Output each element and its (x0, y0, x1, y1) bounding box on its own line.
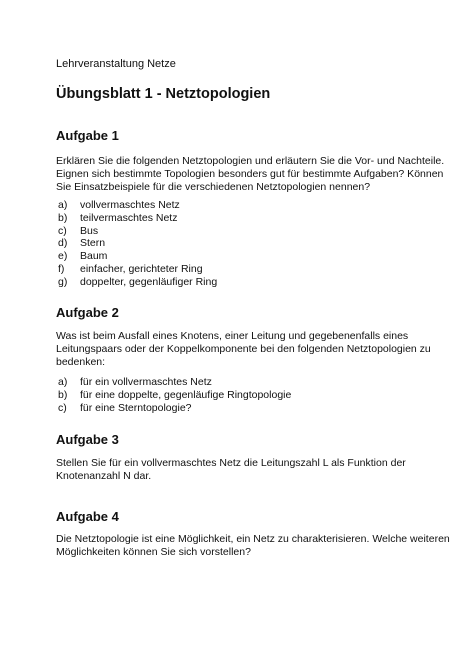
list-marker: f) (58, 262, 65, 275)
list-marker: c) (58, 401, 67, 414)
task-2-line: bedenken: (56, 356, 106, 368)
task-1-line: Erklären Sie die folgenden Netztopologien und erläutern Sie die Vor- und Nachteile. (56, 155, 445, 167)
list-item-text: Stern (80, 237, 106, 250)
task-1-text (56, 155, 445, 194)
task-2-list (56, 376, 291, 414)
list-item-text: Bus (80, 224, 99, 237)
list-marker: g) (58, 275, 68, 288)
list-marker: b) (58, 211, 68, 224)
task-3-text (56, 457, 436, 483)
list-item (56, 237, 217, 250)
list-item (56, 225, 217, 238)
list-marker: c) (58, 224, 67, 237)
task-1-list (56, 199, 217, 289)
task-1-line: Sie Einsatzbeispiele für die verschiedenen Netztopologien nennen? (56, 181, 371, 193)
task-1-line: Eignen sich bestimmte Topologien besonders gut für bestimmte Aufgaben? Können (56, 168, 444, 180)
list-item (56, 389, 291, 402)
list-item-text: Baum (80, 250, 108, 263)
list-item-text: für eine doppelte, gegenläufige Ringtopologie (80, 388, 292, 401)
list-item (56, 199, 217, 212)
list-item (56, 250, 217, 263)
task-4-line: Möglichkeiten können Sie sich vorstellen? (56, 546, 251, 558)
task-3-heading: Aufgabe 3 (56, 432, 119, 447)
list-item-text: doppelter, gegenläufiger Ring (80, 275, 218, 288)
list-item-text: vollvermaschtes Netz (80, 199, 180, 211)
task-4-line: Die Netztopologie ist eine Möglichkeit, ein Netz zu charakterisieren. Welche weiteren (56, 533, 450, 545)
list-item-text: einfacher, gerichteter Ring (80, 262, 203, 275)
task-2-text (56, 330, 436, 369)
task-3-line: Knotenanzahl N dar. (56, 470, 152, 482)
list-marker: b) (58, 388, 68, 401)
list-marker: d) (58, 237, 68, 250)
task-2-line: Leitungspaars oder der Koppelkomponente bei den folgenden Netztopologien zu (56, 343, 431, 355)
task-3-line: Stellen Sie für ein vollvermaschtes Netz die Leitungszahl L als Funktion der (56, 457, 406, 469)
list-marker: a) (58, 376, 68, 388)
list-item-text: teilvermaschtes Netz (80, 211, 178, 224)
list-item (56, 376, 291, 389)
sheet-title: Übungsblatt 1 - Netztopologien (56, 86, 271, 102)
list-item-text: für eine Sterntopologie? (80, 401, 192, 414)
task-4-text (56, 533, 450, 559)
task-2-line: Was ist beim Ausfall eines Knotens, einer Leitung und gegebenenfalls eines (56, 330, 409, 342)
list-marker: e) (58, 250, 68, 263)
list-item (56, 276, 217, 289)
list-item (56, 402, 291, 415)
task-1-heading: Aufgabe 1 (56, 128, 119, 143)
course-title: Lehrveranstaltung Netze (56, 58, 176, 70)
task-4-heading: Aufgabe 4 (56, 509, 119, 524)
list-item (56, 212, 217, 225)
list-item-text: für ein vollvermaschtes Netz (80, 376, 212, 388)
list-item (56, 263, 217, 276)
task-2-heading: Aufgabe 2 (56, 305, 119, 320)
list-marker: a) (58, 199, 68, 211)
